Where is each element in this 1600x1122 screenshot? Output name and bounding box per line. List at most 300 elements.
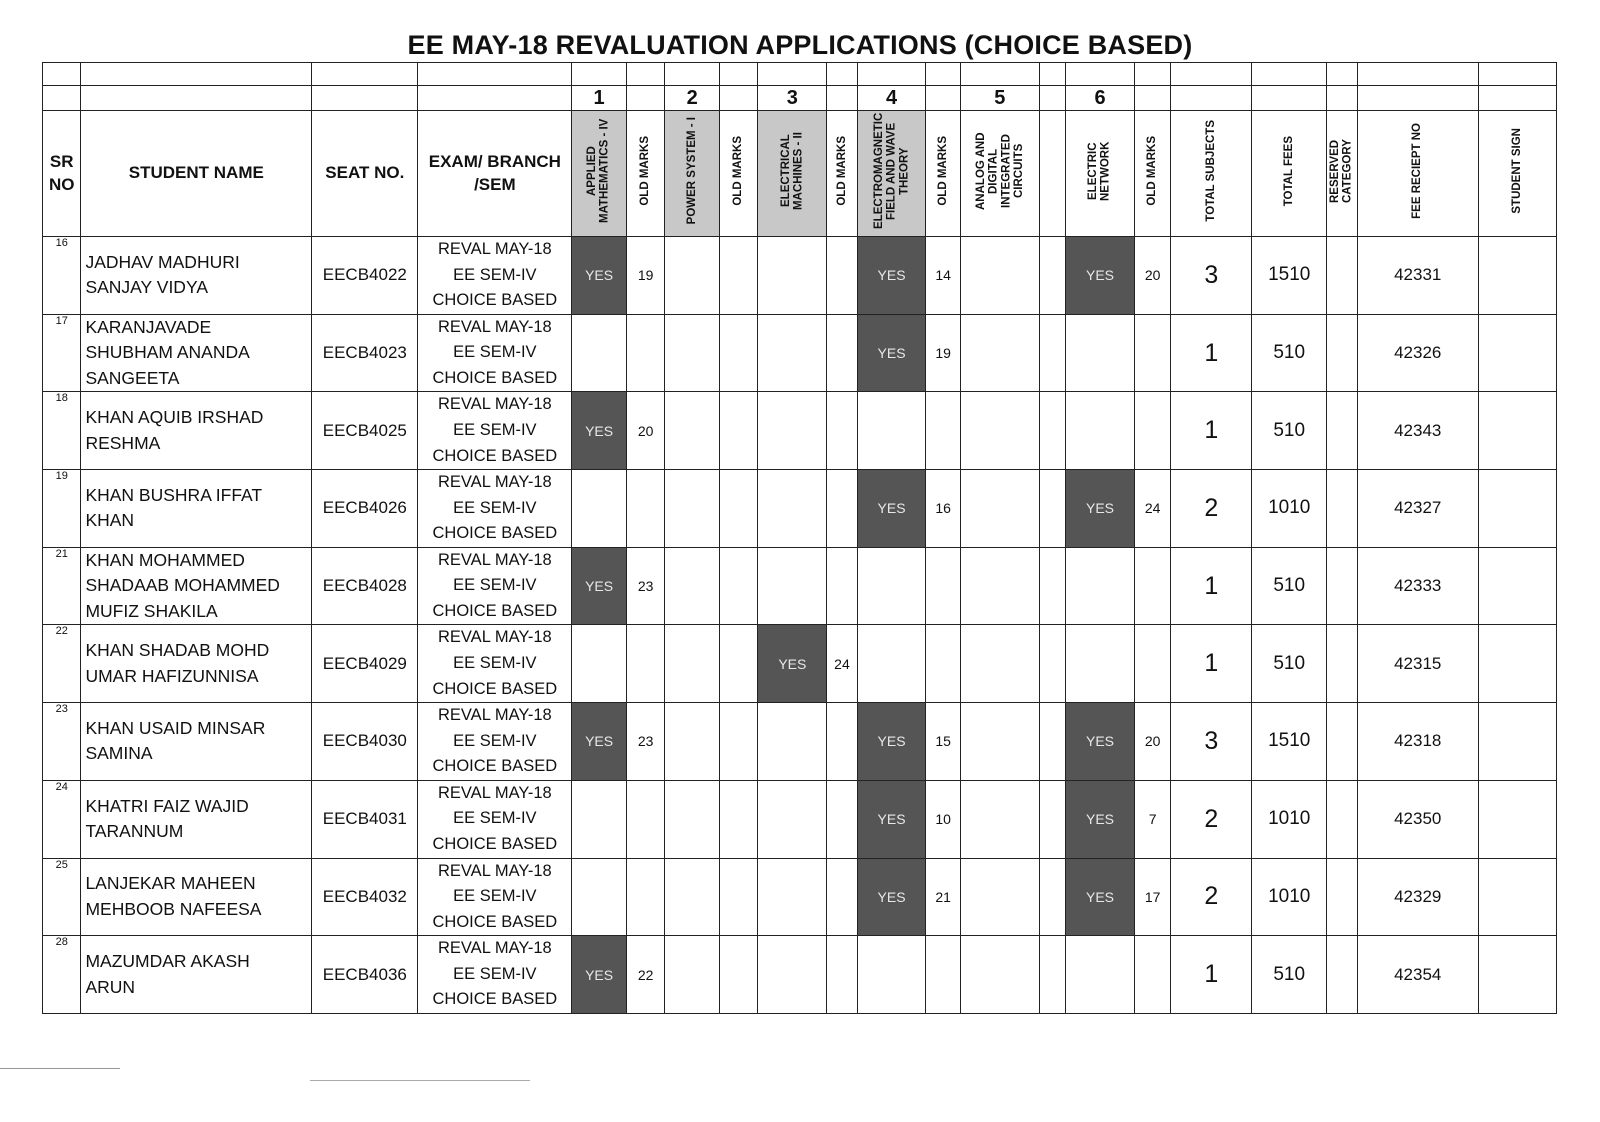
old-marks-6-cell: 17 bbox=[1134, 858, 1170, 936]
subject-1-cell: YES bbox=[572, 237, 627, 315]
exam-line: CHOICE BASED bbox=[432, 757, 558, 776]
subject-number-2: 2 bbox=[665, 86, 720, 111]
subject-5-cell bbox=[960, 392, 1039, 470]
old-marks-3-cell: 24 bbox=[827, 625, 857, 703]
old-marks-2-cell bbox=[720, 470, 758, 548]
exam-branch-sem-cell bbox=[418, 780, 572, 858]
reserved-category-cell bbox=[1327, 780, 1357, 858]
table-row bbox=[43, 625, 1557, 703]
old-marks-1-cell: 20 bbox=[626, 392, 664, 470]
exam-branch-sem-cell bbox=[418, 703, 572, 781]
fee-receipt-cell: 42331 bbox=[1357, 237, 1478, 315]
fee-receipt-cell: 42315 bbox=[1357, 625, 1478, 703]
seat-no-cell: EECB4029 bbox=[312, 625, 418, 703]
seat-no-cell: EECB4028 bbox=[312, 547, 418, 625]
student-sign-header: STUDENT SIGN bbox=[1511, 128, 1524, 214]
old-marks-2-cell bbox=[720, 392, 758, 470]
exam-line: EE SEM-IV bbox=[453, 964, 537, 983]
old-marks-4-cell: 10 bbox=[926, 780, 960, 858]
blank-cell bbox=[1039, 703, 1065, 781]
exam-line: EE SEM-IV bbox=[453, 576, 537, 595]
reserved-category-cell bbox=[1327, 547, 1357, 625]
old-marks-4-cell bbox=[926, 625, 960, 703]
subject-1-cell: YES bbox=[572, 936, 627, 1014]
total-subjects-cell: 2 bbox=[1171, 470, 1252, 548]
subject-5-cell bbox=[960, 936, 1039, 1014]
old-marks-3-cell bbox=[827, 392, 857, 470]
subject-5-cell bbox=[960, 780, 1039, 858]
subject-5-cell bbox=[960, 547, 1039, 625]
student-name-cell bbox=[81, 392, 312, 470]
old-marks-6-cell: 20 bbox=[1134, 237, 1170, 315]
total-subjects-cell: 1 bbox=[1171, 314, 1252, 392]
exam-branch-sem-cell bbox=[418, 237, 572, 315]
student-sign-cell bbox=[1478, 703, 1556, 781]
student-name-line: KARANJAVADE bbox=[85, 316, 212, 337]
exam-line: CHOICE BASED bbox=[432, 834, 558, 853]
subject-5-cell bbox=[960, 237, 1039, 315]
blank-cell bbox=[1039, 237, 1065, 315]
total-fees-cell: 510 bbox=[1252, 392, 1327, 470]
student-name-line: ARUN bbox=[85, 976, 136, 997]
subject-4-cell bbox=[857, 625, 926, 703]
exam-branch-sem-cell bbox=[418, 314, 572, 392]
total-fees-cell: 510 bbox=[1252, 625, 1327, 703]
student-name-line: UMAR HAFIZUNNISA bbox=[85, 665, 259, 686]
sr-no-cell: 22 bbox=[43, 625, 81, 703]
old-marks-4-cell: 19 bbox=[926, 314, 960, 392]
subject-3-cell bbox=[758, 858, 827, 936]
subject-number-1: 1 bbox=[572, 86, 627, 111]
old-marks-3-cell bbox=[827, 547, 857, 625]
student-name-cell bbox=[81, 936, 312, 1014]
scan-edge-line bbox=[0, 1068, 120, 1069]
subject-5-cell bbox=[960, 470, 1039, 548]
total-fees-cell: 1510 bbox=[1252, 237, 1327, 315]
exam-branch-sem-cell bbox=[418, 547, 572, 625]
subject-5-cell bbox=[960, 858, 1039, 936]
old-marks-4-cell bbox=[926, 936, 960, 1014]
table-row bbox=[43, 392, 1557, 470]
total-subjects-cell: 1 bbox=[1171, 625, 1252, 703]
subject-3-cell bbox=[758, 470, 827, 548]
column-header-row bbox=[43, 111, 1557, 237]
sr-no-cell: 18 bbox=[43, 392, 81, 470]
subject-3-header: ELECTRICAL MACHINES - II bbox=[779, 132, 805, 210]
document-title: EE MAY-18 REVALUATION APPLICATIONS (CHOICE BASED) bbox=[407, 30, 1193, 60]
total-fees-cell: 510 bbox=[1252, 936, 1327, 1014]
student-sign-cell bbox=[1478, 237, 1556, 315]
subject-6-cell: YES bbox=[1066, 858, 1135, 936]
student-name-line: KHAN AQUIB IRSHAD bbox=[85, 407, 264, 428]
student-sign-cell bbox=[1478, 780, 1556, 858]
fee-receipt-cell: 42327 bbox=[1357, 470, 1478, 548]
old-marks-6-cell bbox=[1134, 314, 1170, 392]
reserved-category-cell bbox=[1327, 858, 1357, 936]
old-marks-2-cell bbox=[720, 547, 758, 625]
student-name-line: SANGEETA bbox=[85, 367, 180, 388]
total-subjects-cell: 1 bbox=[1171, 392, 1252, 470]
subject-3-cell bbox=[758, 237, 827, 315]
student-name-line: MAZUMDAR AKASH bbox=[85, 951, 250, 972]
fee-receipt-header: FEE RECIEPT NO bbox=[1411, 123, 1424, 219]
old-marks-3-cell bbox=[827, 470, 857, 548]
fee-receipt-cell: 42318 bbox=[1357, 703, 1478, 781]
subject-1-cell: YES bbox=[572, 392, 627, 470]
total-fees-cell: 510 bbox=[1252, 314, 1327, 392]
total-subjects-cell: 3 bbox=[1171, 237, 1252, 315]
exam-line: EE SEM-IV bbox=[453, 654, 537, 672]
exam-line: CHOICE BASED bbox=[432, 912, 558, 931]
subject-5-cell bbox=[960, 625, 1039, 703]
subject-1-cell bbox=[572, 314, 627, 392]
total-fees-cell: 510 bbox=[1252, 547, 1327, 625]
subject-number-5: 5 bbox=[960, 86, 1039, 111]
subject-6-header: ELECTRIC NETWORK bbox=[1087, 141, 1112, 201]
student-name-line: KHAN SHADAB MOHD bbox=[85, 640, 270, 661]
subject-3-cell bbox=[758, 780, 827, 858]
subject-number-3: 3 bbox=[758, 86, 827, 111]
old-marks-6-header: OLD MARKS bbox=[1146, 136, 1159, 206]
subject-4-cell bbox=[857, 936, 926, 1014]
seat-no-cell: EECB4030 bbox=[312, 703, 418, 781]
revaluation-table bbox=[42, 62, 1557, 1014]
seat-no-cell: EECB4036 bbox=[312, 936, 418, 1014]
exam-line: REVAL MAY-18 bbox=[437, 706, 552, 725]
total-subjects-cell: 2 bbox=[1171, 858, 1252, 936]
seat-no-cell: EECB4032 bbox=[312, 858, 418, 936]
reserved-category-cell bbox=[1327, 237, 1357, 315]
exam-line: CHOICE BASED bbox=[432, 990, 558, 1009]
total-fees-header: TOTAL FEES bbox=[1282, 135, 1295, 207]
table-row bbox=[43, 703, 1557, 781]
exam-line: CHOICE BASED bbox=[432, 368, 558, 387]
blank-cell bbox=[1039, 392, 1065, 470]
subject-5-cell bbox=[960, 703, 1039, 781]
table-row bbox=[43, 936, 1557, 1014]
subject-2-cell bbox=[665, 703, 720, 781]
sr-no-cell: 28 bbox=[43, 936, 81, 1014]
old-marks-4-cell: 16 bbox=[926, 470, 960, 548]
old-marks-3-cell bbox=[827, 936, 857, 1014]
seat-no-cell: EECB4026 bbox=[312, 470, 418, 548]
blank-cell bbox=[1039, 314, 1065, 392]
reserved-category-cell bbox=[1327, 392, 1357, 470]
old-marks-1-cell: 22 bbox=[626, 936, 664, 1014]
subject-2-header: POWER SYSTEM - I bbox=[685, 117, 698, 225]
exam-line: REVAL MAY-18 bbox=[437, 939, 552, 958]
table-row bbox=[43, 547, 1557, 625]
blank-cell bbox=[1039, 547, 1065, 625]
subject-1-cell bbox=[572, 858, 627, 936]
exam-line: EE SEM-IV bbox=[453, 498, 537, 517]
student-name-cell bbox=[81, 625, 312, 703]
old-marks-3-cell bbox=[827, 314, 857, 392]
old-marks-3-cell bbox=[827, 703, 857, 781]
old-marks-2-cell bbox=[720, 936, 758, 1014]
exam-branch-sem-cell bbox=[418, 858, 572, 936]
student-name-line: SHUBHAM ANANDA bbox=[85, 342, 250, 363]
old-marks-2-cell bbox=[720, 780, 758, 858]
old-marks-4-cell: 21 bbox=[926, 858, 960, 936]
old-marks-1-cell: 23 bbox=[626, 547, 664, 625]
subject-number-4: 4 bbox=[857, 86, 926, 111]
student-name-line: MEHBOOB NAFEESA bbox=[85, 898, 262, 919]
exam-line: EE SEM-IV bbox=[453, 809, 537, 828]
subject-6-cell: YES bbox=[1066, 470, 1135, 548]
old-marks-3-header: OLD MARKS bbox=[835, 136, 848, 206]
old-marks-4-cell: 15 bbox=[926, 703, 960, 781]
subject-1-cell bbox=[572, 625, 627, 703]
student-sign-cell bbox=[1478, 936, 1556, 1014]
sr-no-cell: 19 bbox=[43, 470, 81, 548]
sr-no-cell: 25 bbox=[43, 858, 81, 936]
seat-no-header: SEAT NO. bbox=[325, 163, 405, 183]
old-marks-4-cell bbox=[926, 547, 960, 625]
old-marks-2-cell bbox=[720, 858, 758, 936]
subject-4-cell: YES bbox=[857, 703, 926, 781]
exam-line: REVAL MAY-18 bbox=[437, 395, 552, 414]
subject-3-cell: YES bbox=[758, 625, 827, 703]
blank-cell bbox=[1039, 936, 1065, 1014]
sr-no-cell: 24 bbox=[43, 780, 81, 858]
subject-3-cell bbox=[758, 703, 827, 781]
student-rows bbox=[43, 237, 1557, 1014]
old-marks-1-cell bbox=[626, 625, 664, 703]
table-row bbox=[43, 858, 1557, 936]
sr-no-cell: 23 bbox=[43, 703, 81, 781]
old-marks-1-cell bbox=[626, 470, 664, 548]
exam-line: CHOICE BASED bbox=[432, 679, 558, 698]
student-sign-cell bbox=[1478, 314, 1556, 392]
blank-cell bbox=[1039, 780, 1065, 858]
table-row bbox=[43, 314, 1557, 392]
reserved-category-cell bbox=[1327, 703, 1357, 781]
subject-6-cell bbox=[1066, 625, 1135, 703]
total-subjects-cell: 3 bbox=[1171, 703, 1252, 781]
subject-5-header: ANALOG AND DIGITAL INTEGRATED CIRCUITS bbox=[974, 132, 1025, 210]
subject-1-cell: YES bbox=[572, 547, 627, 625]
student-name-cell bbox=[81, 780, 312, 858]
old-marks-6-cell bbox=[1134, 625, 1170, 703]
exam-line: REVAL MAY-18 bbox=[437, 240, 552, 258]
blank-cell bbox=[1039, 858, 1065, 936]
total-subjects-cell: 1 bbox=[1171, 547, 1252, 625]
subject-2-cell bbox=[665, 936, 720, 1014]
subject-2-cell bbox=[665, 858, 720, 936]
old-marks-4-header: OLD MARKS bbox=[936, 136, 949, 206]
header-top-row bbox=[43, 63, 1557, 86]
total-fees-cell: 1010 bbox=[1252, 780, 1327, 858]
subject-4-cell: YES bbox=[857, 858, 926, 936]
seat-no-cell: EECB4031 bbox=[312, 780, 418, 858]
total-subjects-cell: 1 bbox=[1171, 936, 1252, 1014]
old-marks-6-cell: 24 bbox=[1134, 470, 1170, 548]
student-name-cell bbox=[81, 314, 312, 392]
subject-number-row bbox=[43, 86, 1557, 111]
subject-6-cell bbox=[1066, 314, 1135, 392]
student-name-line: KHAN BUSHRA IFFAT bbox=[85, 485, 263, 506]
fee-receipt-cell: 42329 bbox=[1357, 858, 1478, 936]
subject-6-cell bbox=[1066, 936, 1135, 1014]
exam-branch-sem-cell bbox=[418, 625, 572, 703]
subject-6-cell bbox=[1066, 392, 1135, 470]
sr-no-cell: 21 bbox=[43, 547, 81, 625]
fee-receipt-cell: 42343 bbox=[1357, 392, 1478, 470]
subject-4-cell: YES bbox=[857, 470, 926, 548]
student-sign-cell bbox=[1478, 392, 1556, 470]
student-name-header: STUDENT NAME bbox=[128, 163, 264, 183]
subject-3-cell bbox=[758, 392, 827, 470]
old-marks-2-header: OLD MARKS bbox=[732, 136, 745, 206]
student-name-line: SHADAAB MOHAMMED bbox=[85, 575, 280, 596]
total-fees-cell: 1010 bbox=[1252, 470, 1327, 548]
old-marks-3-cell bbox=[827, 858, 857, 936]
old-marks-6-cell: 20 bbox=[1134, 703, 1170, 781]
subject-5-cell bbox=[960, 314, 1039, 392]
sr-no-cell: 16 bbox=[43, 237, 81, 315]
subject-4-cell: YES bbox=[857, 314, 926, 392]
blank-cell bbox=[1039, 470, 1065, 548]
exam-branch-sem-cell bbox=[418, 936, 572, 1014]
subject-number-6: 6 bbox=[1066, 86, 1135, 111]
subject-6-cell bbox=[1066, 547, 1135, 625]
fee-receipt-cell: 42326 bbox=[1357, 314, 1478, 392]
old-marks-4-cell bbox=[926, 392, 960, 470]
student-name-cell bbox=[81, 547, 312, 625]
old-marks-1-cell bbox=[626, 858, 664, 936]
exam-branch-sem-cell bbox=[418, 470, 572, 548]
student-name-cell bbox=[81, 237, 312, 315]
seat-no-cell: EECB4022 bbox=[312, 237, 418, 315]
student-name-line: TARANNUM bbox=[85, 821, 184, 842]
old-marks-1-cell: 19 bbox=[626, 237, 664, 315]
subject-4-cell bbox=[857, 547, 926, 625]
table-row bbox=[43, 780, 1557, 858]
total-subjects-cell: 2 bbox=[1171, 780, 1252, 858]
subject-2-cell bbox=[665, 314, 720, 392]
subject-2-cell bbox=[665, 780, 720, 858]
reserved-category-cell bbox=[1327, 470, 1357, 548]
exam-line: CHOICE BASED bbox=[432, 601, 558, 620]
subject-2-cell bbox=[665, 470, 720, 548]
exam-line: EE SEM-IV bbox=[453, 731, 537, 750]
old-marks-1-cell bbox=[626, 780, 664, 858]
old-marks-2-cell bbox=[720, 625, 758, 703]
reserved-category-cell bbox=[1327, 314, 1357, 392]
old-marks-1-header: OLD MARKS bbox=[639, 136, 652, 206]
exam-line: REVAL MAY-18 bbox=[437, 550, 552, 569]
exam-line: EE SEM-IV bbox=[453, 420, 537, 439]
student-sign-cell bbox=[1478, 858, 1556, 936]
subject-2-cell bbox=[665, 237, 720, 315]
subject-6-cell: YES bbox=[1066, 780, 1135, 858]
subject-2-cell bbox=[665, 392, 720, 470]
subject-3-cell bbox=[758, 547, 827, 625]
student-name-line: KHAN USAID MINSAR bbox=[85, 718, 266, 739]
student-name-cell bbox=[81, 858, 312, 936]
old-marks-6-cell bbox=[1134, 936, 1170, 1014]
seat-no-cell: EECB4025 bbox=[312, 392, 418, 470]
old-marks-2-cell bbox=[720, 237, 758, 315]
exam-line: EE SEM-IV bbox=[453, 343, 537, 362]
student-name-line: KHATRI FAIZ WAJID bbox=[85, 795, 249, 816]
subject-4-cell: YES bbox=[857, 780, 926, 858]
subject-1-cell bbox=[572, 470, 627, 548]
total-subjects-header: TOTAL SUBJECTS bbox=[1204, 120, 1217, 222]
old-marks-1-cell: 23 bbox=[626, 703, 664, 781]
subject-6-cell: YES bbox=[1066, 703, 1135, 781]
exam-line: REVAL MAY-18 bbox=[437, 317, 552, 336]
subject-4-cell: YES bbox=[857, 237, 926, 315]
subject-6-cell: YES bbox=[1066, 237, 1135, 315]
exam-line: REVAL MAY-18 bbox=[437, 473, 552, 492]
old-marks-6-cell bbox=[1134, 547, 1170, 625]
total-fees-cell: 1510 bbox=[1252, 703, 1327, 781]
student-name-line: KHAN MOHAMMED bbox=[85, 550, 245, 571]
old-marks-4-cell: 14 bbox=[926, 237, 960, 315]
old-marks-3-cell bbox=[827, 237, 857, 315]
exam-line: CHOICE BASED bbox=[432, 446, 558, 465]
exam-branch-sem-header: EXAM/ BRANCH /SEM bbox=[428, 151, 561, 194]
old-marks-3-cell bbox=[827, 780, 857, 858]
student-name-line: SANJAY VIDYA bbox=[85, 277, 208, 298]
exam-line: EE SEM-IV bbox=[453, 887, 537, 906]
sr-no-cell: 17 bbox=[43, 314, 81, 392]
subject-3-cell bbox=[758, 314, 827, 392]
total-fees-cell: 1010 bbox=[1252, 858, 1327, 936]
student-name-line: MUFIZ SHAKILA bbox=[85, 600, 218, 621]
old-marks-6-cell bbox=[1134, 392, 1170, 470]
old-marks-2-cell bbox=[720, 703, 758, 781]
subject-4-cell bbox=[857, 392, 926, 470]
reserved-category-cell bbox=[1327, 936, 1357, 1014]
old-marks-1-cell bbox=[626, 314, 664, 392]
student-sign-cell bbox=[1478, 470, 1556, 548]
student-name-cell bbox=[81, 470, 312, 548]
student-name-line: JADHAV MADHURI bbox=[85, 251, 240, 272]
exam-line: EE SEM-IV bbox=[453, 265, 537, 284]
table-row bbox=[43, 237, 1557, 315]
exam-line: REVAL MAY-18 bbox=[437, 628, 552, 647]
fee-receipt-cell: 42350 bbox=[1357, 780, 1478, 858]
student-name-line: LANJEKAR MAHEEN bbox=[85, 873, 256, 894]
student-sign-cell bbox=[1478, 625, 1556, 703]
seat-no-cell: EECB4023 bbox=[312, 314, 418, 392]
exam-line: CHOICE BASED bbox=[432, 524, 558, 543]
reserved-category-header: RESERVED CATEGORY bbox=[1329, 139, 1354, 203]
scan-edge-line bbox=[310, 1080, 530, 1081]
student-sign-cell bbox=[1478, 547, 1556, 625]
fee-receipt-cell: 42354 bbox=[1357, 936, 1478, 1014]
fee-receipt-cell: 42333 bbox=[1357, 547, 1478, 625]
exam-branch-sem-cell bbox=[418, 392, 572, 470]
exam-line: REVAL MAY-18 bbox=[437, 861, 552, 880]
sr-no-header: SR NO bbox=[48, 151, 75, 194]
student-name-line: KHAN bbox=[85, 510, 135, 531]
blank-cell bbox=[1039, 625, 1065, 703]
old-marks-6-cell: 7 bbox=[1134, 780, 1170, 858]
old-marks-2-cell bbox=[720, 314, 758, 392]
subject-2-cell bbox=[665, 625, 720, 703]
subject-4-header: ELECTROMAGNETIC FIELD AND WAVE THEORY bbox=[872, 112, 910, 230]
student-name-cell bbox=[81, 703, 312, 781]
table-row bbox=[43, 470, 1557, 548]
student-name-line: SAMINA bbox=[85, 743, 153, 764]
subject-1-cell bbox=[572, 780, 627, 858]
subject-2-cell bbox=[665, 547, 720, 625]
subject-3-cell bbox=[758, 936, 827, 1014]
